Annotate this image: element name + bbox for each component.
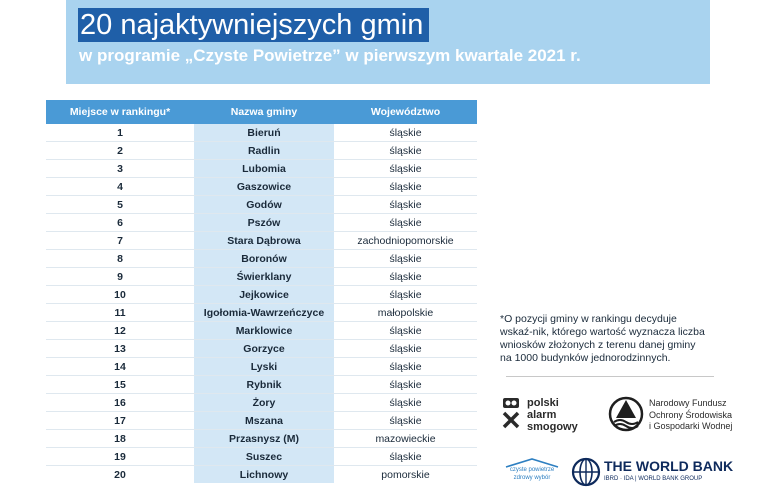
psa-line2: alarm bbox=[527, 409, 557, 421]
cell-gmina: Pszów bbox=[194, 214, 334, 232]
ranking-table bbox=[46, 100, 477, 483]
table-row bbox=[46, 178, 477, 196]
psa-line1: polski bbox=[527, 397, 559, 409]
page-title: 20 najaktywniejszych gmin bbox=[78, 8, 429, 42]
cell-rank: 12 bbox=[46, 322, 194, 340]
table-row bbox=[46, 124, 477, 142]
czyste-powietrze-logo bbox=[504, 458, 560, 486]
cell-gmina: Lichnowy bbox=[194, 466, 334, 484]
cell-gmina: Bieruń bbox=[194, 124, 334, 142]
cell-woj: pomorskie bbox=[381, 468, 430, 481]
nfosigw-emblem-icon bbox=[608, 396, 644, 434]
cell-rank: 16 bbox=[46, 394, 194, 412]
cell-woj: śląskie bbox=[334, 376, 477, 394]
cell-woj: śląskie bbox=[334, 394, 477, 412]
header-gmina: Nazwa gminy bbox=[194, 100, 334, 124]
nfos-line2: Ochrony Środowiska bbox=[649, 409, 733, 420]
cell-woj: śląskie bbox=[334, 412, 477, 430]
cell-gmina: Żory bbox=[194, 394, 334, 412]
cell-rank: 11 bbox=[46, 304, 194, 322]
cell-rank: 20 bbox=[114, 468, 126, 481]
header-wojewodztwo: Województwo bbox=[334, 100, 477, 124]
header-rank: Miejsce w rankingu* bbox=[46, 100, 194, 124]
psa-line3: smogowy bbox=[527, 421, 578, 433]
table-row bbox=[46, 358, 477, 376]
nfosigw-logo bbox=[608, 396, 758, 436]
cell-woj: śląskie bbox=[334, 142, 477, 160]
table-row bbox=[46, 430, 477, 448]
cell-rank: 6 bbox=[46, 214, 194, 232]
cell-rank: 4 bbox=[46, 178, 194, 196]
cell-rank: 14 bbox=[46, 358, 194, 376]
cp-line1: czyste powietrze bbox=[509, 467, 555, 473]
cell-gmina: Boronów bbox=[194, 250, 334, 268]
cell-rank: 2 bbox=[46, 142, 194, 160]
ranking-table-container bbox=[46, 100, 477, 483]
page-subtitle: w programie „Czyste Powietrze” w pierwszym kwartale 2021 r. bbox=[79, 46, 581, 65]
table-body bbox=[46, 124, 477, 483]
table-row bbox=[46, 304, 477, 322]
world-bank-logo bbox=[571, 456, 734, 488]
cell-rank: 15 bbox=[46, 376, 194, 394]
table-row bbox=[46, 250, 477, 268]
table-row bbox=[46, 232, 477, 250]
cell-gmina: Jejkowice bbox=[194, 286, 334, 304]
footnote: *O pozycji gminy w rankingu decyduje wskaź-nik, którego wartość wyznacza liczba wniosków złożonych z terenu danej gminy na 1000 budynków jednorodzinnych. bbox=[500, 313, 705, 364]
table-row bbox=[46, 466, 477, 484]
cell-gmina: Marklowice bbox=[194, 322, 334, 340]
cell-rank: 17 bbox=[46, 412, 194, 430]
cell-gmina: Stara Dąbrowa bbox=[194, 232, 334, 250]
cell-rank: 5 bbox=[46, 196, 194, 214]
cell-rank: 8 bbox=[46, 250, 194, 268]
cell-gmina: Mszana bbox=[194, 412, 334, 430]
gas-mask-icon bbox=[500, 397, 522, 431]
table-row bbox=[46, 160, 477, 178]
polski-alarm-smogowy-logo bbox=[500, 397, 610, 435]
nfos-line1: Narodowy Fundusz bbox=[649, 398, 727, 408]
cell-woj: śląskie bbox=[334, 250, 477, 268]
cell-gmina: Godów bbox=[194, 196, 334, 214]
cell-rank: 10 bbox=[46, 286, 194, 304]
cell-woj: małopolskie bbox=[334, 304, 477, 322]
cell-rank: 3 bbox=[46, 160, 194, 178]
table-header-row bbox=[46, 100, 477, 124]
cell-woj: śląskie bbox=[334, 160, 477, 178]
table-row bbox=[46, 142, 477, 160]
cell-gmina: Suszec bbox=[194, 448, 334, 466]
world-bank-subtitle: IBRD · IDA | WORLD BANK GROUP bbox=[604, 476, 703, 482]
table-row bbox=[46, 268, 477, 286]
table-row bbox=[46, 448, 477, 466]
table-row bbox=[46, 214, 477, 232]
divider bbox=[506, 376, 714, 377]
table-row bbox=[46, 340, 477, 358]
cell-woj: śląskie bbox=[334, 124, 477, 142]
cp-line2: zdrowy wybór bbox=[513, 475, 551, 481]
cell-woj: śląskie bbox=[334, 358, 477, 376]
table-row bbox=[46, 394, 477, 412]
cell-woj: mazowieckie bbox=[334, 430, 477, 448]
table-row bbox=[46, 322, 477, 340]
cell-gmina: Gaszowice bbox=[194, 178, 334, 196]
cell-rank: 1 bbox=[46, 124, 194, 142]
table-row bbox=[46, 376, 477, 394]
cell-woj: śląskie bbox=[334, 196, 477, 214]
cell-rank: 18 bbox=[46, 430, 194, 448]
table-row bbox=[46, 412, 477, 430]
table-row bbox=[46, 196, 477, 214]
cell-woj: śląskie bbox=[334, 286, 477, 304]
cell-gmina: Lubomia bbox=[194, 160, 334, 178]
cell-woj: śląskie bbox=[334, 322, 477, 340]
cell-woj: śląskie bbox=[334, 214, 477, 232]
globe-icon bbox=[571, 457, 601, 487]
cell-rank: 19 bbox=[46, 448, 194, 466]
cell-gmina: Igołomia-Wawrzeńczyce bbox=[194, 304, 334, 322]
cell-gmina: Świerklany bbox=[194, 268, 334, 286]
cell-gmina: Rybnik bbox=[194, 376, 334, 394]
cell-woj: śląskie bbox=[334, 178, 477, 196]
nfos-line3: i Gospodarki Wodnej bbox=[649, 421, 733, 431]
cell-woj: zachodniopomorskie bbox=[334, 232, 477, 250]
cell-gmina: Lyski bbox=[194, 358, 334, 376]
cell-woj: śląskie bbox=[334, 340, 477, 358]
cell-rank: 9 bbox=[46, 268, 194, 286]
table-row bbox=[46, 286, 477, 304]
cell-woj: śląskie bbox=[334, 268, 477, 286]
world-bank-title: THE WORLD BANK bbox=[604, 458, 734, 474]
cell-rank: 7 bbox=[46, 232, 194, 250]
cell-gmina: Radlin bbox=[194, 142, 334, 160]
cell-gmina: Przasnysz (M) bbox=[194, 430, 334, 448]
cell-gmina: Gorzyce bbox=[194, 340, 334, 358]
cell-woj: śląskie bbox=[334, 448, 477, 466]
cell-rank: 13 bbox=[46, 340, 194, 358]
